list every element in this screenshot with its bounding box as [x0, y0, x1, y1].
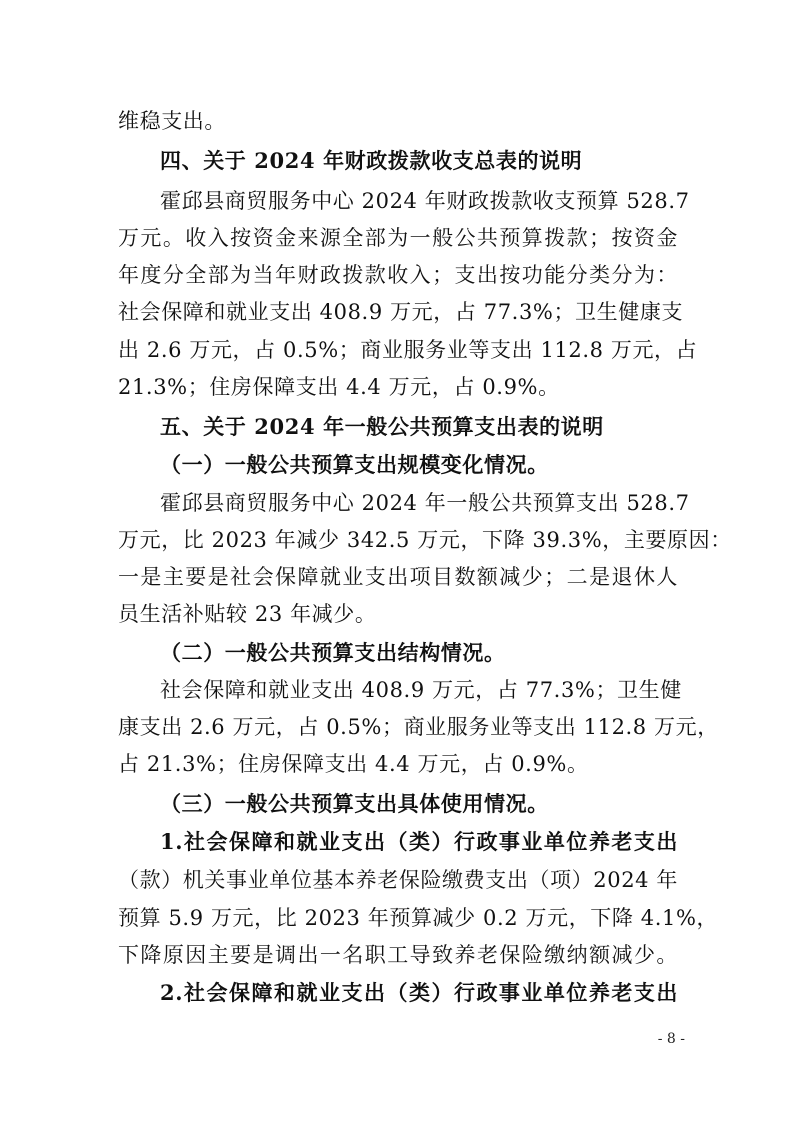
paragraph-line: 占 21.3%；住房保障支出 4.4 万元，占 0.9%。 — [118, 752, 589, 776]
subsection-heading: （一）一般公共预算支出规模变化情况。 — [160, 452, 549, 477]
page-number: - 8 - — [657, 1031, 685, 1047]
paragraph-line: 霍邱县商贸服务中心 2024 年财政拨款收支预算 528.7 — [160, 189, 690, 213]
paragraph-line: 万元，比 2023 年减少 342.5 万元，下降 39.3%，主要原因： — [118, 528, 732, 552]
paragraph-line: 维稳支出。 — [118, 109, 226, 133]
subsection-heading: （二）一般公共预算支出结构情况。 — [160, 640, 506, 665]
paragraph-line: 万元。收入按资金来源全部为一般公共预算拨款；按资金 — [118, 226, 678, 250]
paragraph-line: （款）机关事业单位基本养老保险缴费支出（项）2024 年 — [118, 868, 678, 892]
paragraph-line: 一是主要是社会保障就业支出项目数额减少；二是退休人 — [118, 565, 678, 589]
section-heading: 四、关于 2024 年财政拨款收支总表的说明 — [160, 148, 583, 173]
subsection-heading: （三）一般公共预算支出具体使用情况。 — [160, 791, 549, 816]
paragraph-line: 社会保障和就业支出 408.9 万元，占 77.3%；卫生健康支 — [118, 300, 684, 324]
paragraph-line: 21.3%；住房保障支出 4.4 万元，占 0.9%。 — [118, 375, 560, 399]
paragraph-line: 霍邱县商贸服务中心 2024 年一般公共预算支出 528.7 — [160, 491, 690, 515]
paragraph-line: 年度分全部为当年财政拨款收入；支出按功能分类分为： — [118, 263, 678, 287]
paragraph-line: 预算 5.9 万元，比 2023 年预算减少 0.2 万元，下降 4.1%， — [118, 906, 719, 930]
item-heading-line: 2.社会保障和就业支出（类）行政事业单位养老支出 — [160, 980, 678, 1005]
paragraph-line: 员生活补贴较 23 年减少。 — [118, 602, 377, 626]
paragraph-line: 出 2.6 万元，占 0.5%；商业服务业等支出 112.8 万元，占 — [118, 338, 698, 362]
paragraph-line: 康支出 2.6 万元，占 0.5%；商业服务业等支出 112.8 万元， — [118, 715, 719, 739]
item-heading-line: 1.社会保障和就业支出（类）行政事业单位养老支出 — [160, 829, 678, 854]
section-heading: 五、关于 2024 年一般公共预算支出表的说明 — [160, 414, 604, 439]
paragraph-line: 社会保障和就业支出 408.9 万元，占 77.3%；卫生健 — [160, 678, 682, 702]
paragraph-line: 下降原因主要是调出一名职工导致养老保险缴纳额减少。 — [118, 943, 678, 967]
